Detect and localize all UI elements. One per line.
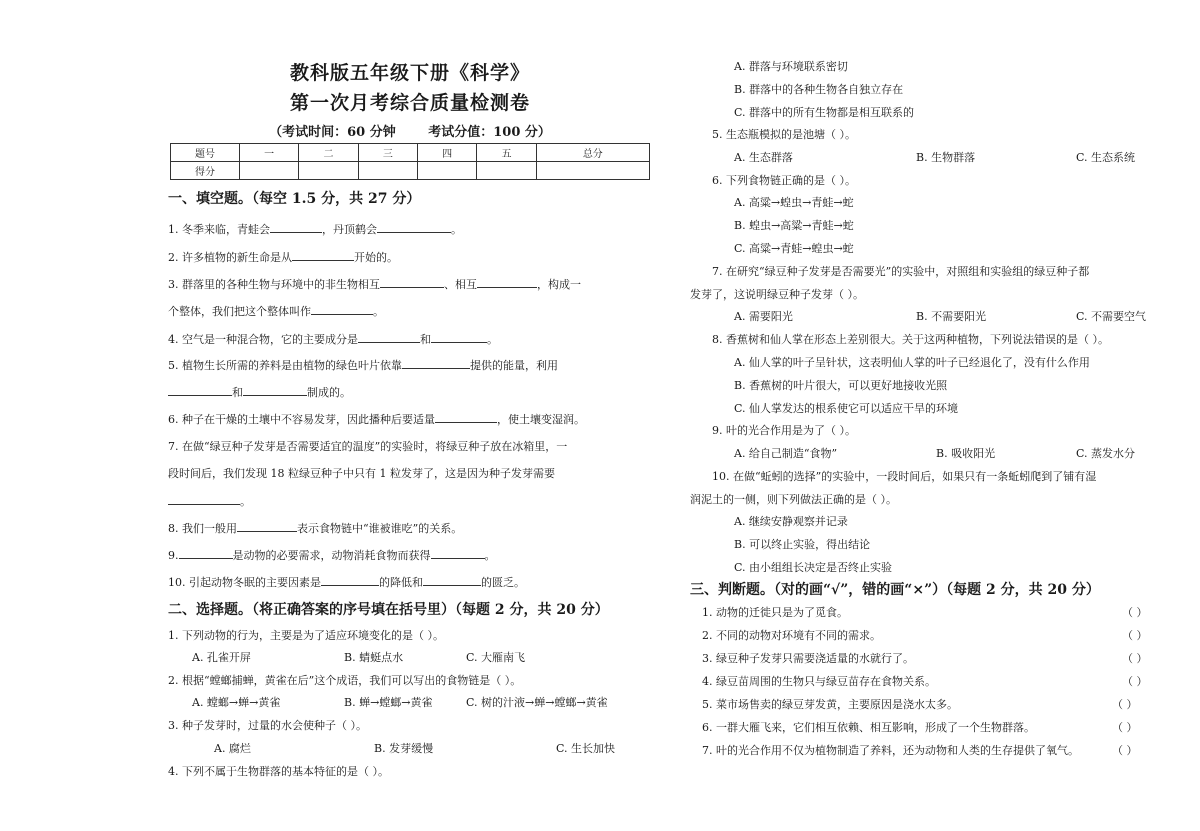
exam-score: 考试分值：100 分） bbox=[428, 125, 551, 140]
choice-option[interactable]: A. 继续安静观察并记录 bbox=[734, 515, 848, 528]
choice-option[interactable]: B. 生物群落 bbox=[916, 151, 976, 164]
judge-answer-paren[interactable]: （ ） bbox=[1122, 606, 1148, 619]
score-input-cell[interactable] bbox=[536, 162, 649, 180]
choice-option[interactable]: A. 螳螂→蝉→黄雀 bbox=[192, 696, 281, 709]
choice-option[interactable]: C. 不需要空气 bbox=[1076, 310, 1147, 323]
fill-question-3a: 3. 群落里的各种生物与环境中的非生物相互 、相互 ，构成一 bbox=[168, 278, 581, 291]
score-table-header-row bbox=[171, 144, 650, 162]
fill-question-7a: 7. 在做“绿豆种子发芽是否需要适宜的温度”的实验时，将绿豆种子放在冰箱里，一 bbox=[168, 440, 568, 453]
judge-answer-paren[interactable]: （ ） bbox=[1112, 744, 1138, 757]
score-cell: 题号 bbox=[171, 144, 240, 162]
answer-blank[interactable] bbox=[423, 574, 481, 586]
choice-option[interactable]: B. 吸收阳光 bbox=[936, 447, 996, 460]
judge-answer-paren[interactable]: （ ） bbox=[1122, 675, 1148, 688]
choice-option[interactable]: B. 蜻蜓点水 bbox=[344, 651, 404, 664]
exam-title-line2: 第一次月考综合质量检测卷 bbox=[289, 92, 530, 114]
choice-option[interactable]: B. 香蕉树的叶片很大，可以更好地接收光照 bbox=[734, 379, 948, 392]
answer-blank[interactable] bbox=[179, 547, 233, 559]
answer-blank[interactable] bbox=[292, 249, 354, 261]
score-input-cell[interactable] bbox=[299, 162, 358, 180]
answer-blank[interactable] bbox=[321, 574, 379, 586]
fill-question-7c: 。 bbox=[168, 493, 251, 509]
answer-blank[interactable] bbox=[311, 303, 373, 315]
judge-question-2: 2. 不同的动物对环境有不同的需求。 bbox=[702, 629, 881, 642]
choice-question-2: 2. 根据“螳螂捕蝉，黄雀在后”这个成语，我们可以写出的食物链是（ ）。 bbox=[168, 674, 522, 687]
fill-question-8: 8. 我们一般用 表示食物链中“谁被谁吃”的关系。 bbox=[168, 522, 463, 535]
score-cell: 二 bbox=[299, 144, 358, 162]
choice-option[interactable]: A. 需要阳光 bbox=[734, 310, 793, 323]
judge-answer-paren[interactable]: （ ） bbox=[1122, 629, 1148, 642]
score-table bbox=[170, 143, 650, 180]
score-input-cell[interactable] bbox=[417, 162, 476, 180]
exam-time: （考试时间：60 分钟 bbox=[269, 125, 396, 140]
exam-title-line1: 教科版五年级下册《科学》 bbox=[289, 62, 530, 84]
choice-question-10b: 润泥土的一侧，则下列做法正确的是（ ）。 bbox=[690, 493, 897, 506]
judge-question-4: 4. 绿豆苗周围的生物只与绿豆苗存在食物关系。 bbox=[702, 675, 936, 688]
judge-answer-paren[interactable]: （ ） bbox=[1112, 721, 1138, 734]
answer-blank[interactable] bbox=[377, 221, 451, 233]
choice-question-6: 6. 下列食物链正确的是（ ）。 bbox=[712, 174, 856, 187]
choice-option[interactable]: A. 群落与环境联系密切 bbox=[734, 60, 848, 73]
choice-question-7a: 7. 在研究“绿豆种子发芽是否需要光”的实验中，对照组和实验组的绿豆种子都 bbox=[712, 265, 1090, 278]
answer-blank[interactable] bbox=[358, 331, 420, 343]
choice-option[interactable]: A. 生态群落 bbox=[734, 151, 793, 164]
choice-option[interactable]: C. 高粱→青蛙→蝗虫→蛇 bbox=[734, 242, 854, 255]
answer-blank[interactable] bbox=[431, 547, 485, 559]
choice-option[interactable]: B. 发芽缓慢 bbox=[374, 742, 434, 755]
choice-option[interactable]: A. 腐烂 bbox=[214, 742, 251, 755]
fill-question-3b: 个整体，我们把这个整体叫作 。 bbox=[168, 305, 384, 318]
choice-question-5: 5. 生态瓶模拟的是池塘（ ）。 bbox=[712, 128, 856, 141]
answer-blank[interactable] bbox=[168, 384, 232, 396]
answer-blank[interactable] bbox=[270, 221, 322, 233]
answer-blank[interactable] bbox=[168, 493, 240, 505]
fill-question-6: 6. 种子在干燥的土壤中不容易发芽，因此播种后要适量 ，使土壤变湿润。 bbox=[168, 413, 585, 426]
fill-question-10: 10. 引起动物冬眠的主要因素是 的降低和 的匮乏。 bbox=[168, 576, 525, 589]
judge-answer-paren[interactable]: （ ） bbox=[1122, 652, 1148, 665]
answer-blank[interactable] bbox=[237, 520, 297, 532]
fill-question-1: 1. 冬季来临，青蛙会 ，丹顶鹤会 。 bbox=[168, 223, 462, 236]
fill-question-5a: 5. 植物生长所需的养料是由植物的绿色叶片依靠 提供的能量，利用 bbox=[168, 359, 558, 372]
choice-option[interactable]: C. 大雁南飞 bbox=[466, 651, 526, 664]
choice-question-10a: 10. 在做“蚯蚓的选择”的实验中，一段时间后，如果只有一条蚯蚓爬到了铺有湿 bbox=[712, 470, 1097, 483]
answer-blank[interactable] bbox=[402, 357, 470, 369]
choice-option[interactable]: B. 蝗虫→高粱→青蛙→蛇 bbox=[734, 219, 854, 232]
choice-question-4: 4. 下列不属于生物群落的基本特征的是（ ）。 bbox=[168, 765, 389, 778]
choice-option[interactable]: B. 群落中的各种生物各自独立存在 bbox=[734, 83, 904, 96]
judge-question-1: 1. 动物的迁徙只是为了觅食。 bbox=[702, 606, 848, 619]
judge-question-6: 6. 一群大雁飞来，它们相互依赖、相互影响，形成了一个生物群落。 bbox=[702, 721, 1035, 734]
fill-question-4: 4. 空气是一种混合物，它的主要成分是 和 。 bbox=[168, 333, 498, 346]
choice-option[interactable]: B. 可以终止实验，得出结论 bbox=[734, 538, 871, 551]
choice-option[interactable]: C. 生态系统 bbox=[1076, 151, 1136, 164]
score-table-score-row bbox=[171, 162, 650, 180]
answer-blank[interactable] bbox=[431, 331, 487, 343]
fill-question-9: 9. 是动物的必要需求，动物消耗食物而获得 。 bbox=[168, 549, 496, 562]
fill-question-2: 2. 许多植物的新生命是从 开始的。 bbox=[168, 251, 398, 264]
choice-option[interactable]: A. 给自己制造“食物” bbox=[734, 447, 838, 460]
choice-option[interactable]: C. 蒸发水分 bbox=[1076, 447, 1136, 460]
choice-option[interactable]: B. 蝉→螳螂→黄雀 bbox=[344, 696, 433, 709]
choice-question-1: 1. 下列动物的行为，主要是为了适应环境变化的是（ ）。 bbox=[168, 629, 444, 642]
answer-blank[interactable] bbox=[435, 411, 497, 423]
judge-answer-paren[interactable]: （ ） bbox=[1112, 698, 1138, 711]
choice-option[interactable]: C. 仙人掌发达的根系使它可以适应干旱的环境 bbox=[734, 402, 959, 415]
answer-blank[interactable] bbox=[243, 384, 307, 396]
score-cell: 得分 bbox=[171, 162, 240, 180]
exam-meta bbox=[168, 121, 652, 140]
section1-title: 一、填空题。（每空 1.5 分，共 27 分） bbox=[168, 191, 421, 207]
section3-title: 三、判断题。（对的画“√”，错的画“×”）（每题 2 分，共 20 分） bbox=[690, 582, 1100, 598]
choice-question-9: 9. 叶的光合作用是为了（ ）。 bbox=[712, 424, 856, 437]
choice-option[interactable]: C. 树的汁液→蝉→螳螂→黄雀 bbox=[466, 696, 608, 709]
choice-option[interactable]: A. 高粱→蝗虫→青蛙→蛇 bbox=[734, 196, 854, 209]
choice-option[interactable]: B. 不需要阳光 bbox=[916, 310, 987, 323]
choice-question-7b: 发芽了，这说明绿豆种子发芽（ ）。 bbox=[690, 288, 864, 301]
judge-question-7: 7. 叶的光合作用不仅为植物制造了养料，还为动物和人类的生存提供了氧气。 bbox=[702, 744, 1079, 757]
section2-title: 二、选择题。（将正确答案的序号填在括号里）（每题 2 分，共 20 分） bbox=[168, 602, 609, 618]
choice-option[interactable]: A. 仙人掌的叶子呈针状，这表明仙人掌的叶子已经退化了，没有什么作用 bbox=[734, 356, 1090, 369]
score-cell: 一 bbox=[240, 144, 299, 162]
choice-option[interactable]: A. 孔雀开屏 bbox=[192, 651, 251, 664]
choice-option[interactable]: C. 由小组组长决定是否终止实验 bbox=[734, 561, 893, 574]
judge-question-3: 3. 绿豆种子发芽只需要浇适量的水就行了。 bbox=[702, 652, 914, 665]
choice-option[interactable]: C. 群落中的所有生物都是相互联系的 bbox=[734, 106, 915, 119]
answer-blank[interactable] bbox=[477, 276, 537, 288]
score-cell: 五 bbox=[477, 144, 536, 162]
score-cell: 四 bbox=[417, 144, 476, 162]
choice-option[interactable]: C. 生长加快 bbox=[556, 742, 616, 755]
answer-blank[interactable] bbox=[380, 276, 444, 288]
score-input-cell[interactable] bbox=[240, 162, 299, 180]
fill-question-5b: 和 制成的。 bbox=[168, 384, 351, 400]
judge-question-5: 5. 菜市场售卖的绿豆芽发黄，主要原因是浇水太多。 bbox=[702, 698, 958, 711]
score-cell: 总分 bbox=[536, 144, 649, 162]
choice-question-3: 3. 种子发芽时，过量的水会使种子（ ）。 bbox=[168, 719, 367, 732]
score-cell: 三 bbox=[358, 144, 417, 162]
choice-question-8: 8. 香蕉树和仙人掌在形态上差别很大。关于这两种植物，下列说法错误的是（ ）。 bbox=[712, 333, 1109, 346]
score-input-cell[interactable] bbox=[477, 162, 536, 180]
fill-question-7b: 段时间后，我们发现 18 粒绿豆种子中只有 1 粒发芽了，这是因为种子发芽需要 bbox=[168, 467, 555, 480]
score-input-cell[interactable] bbox=[358, 162, 417, 180]
